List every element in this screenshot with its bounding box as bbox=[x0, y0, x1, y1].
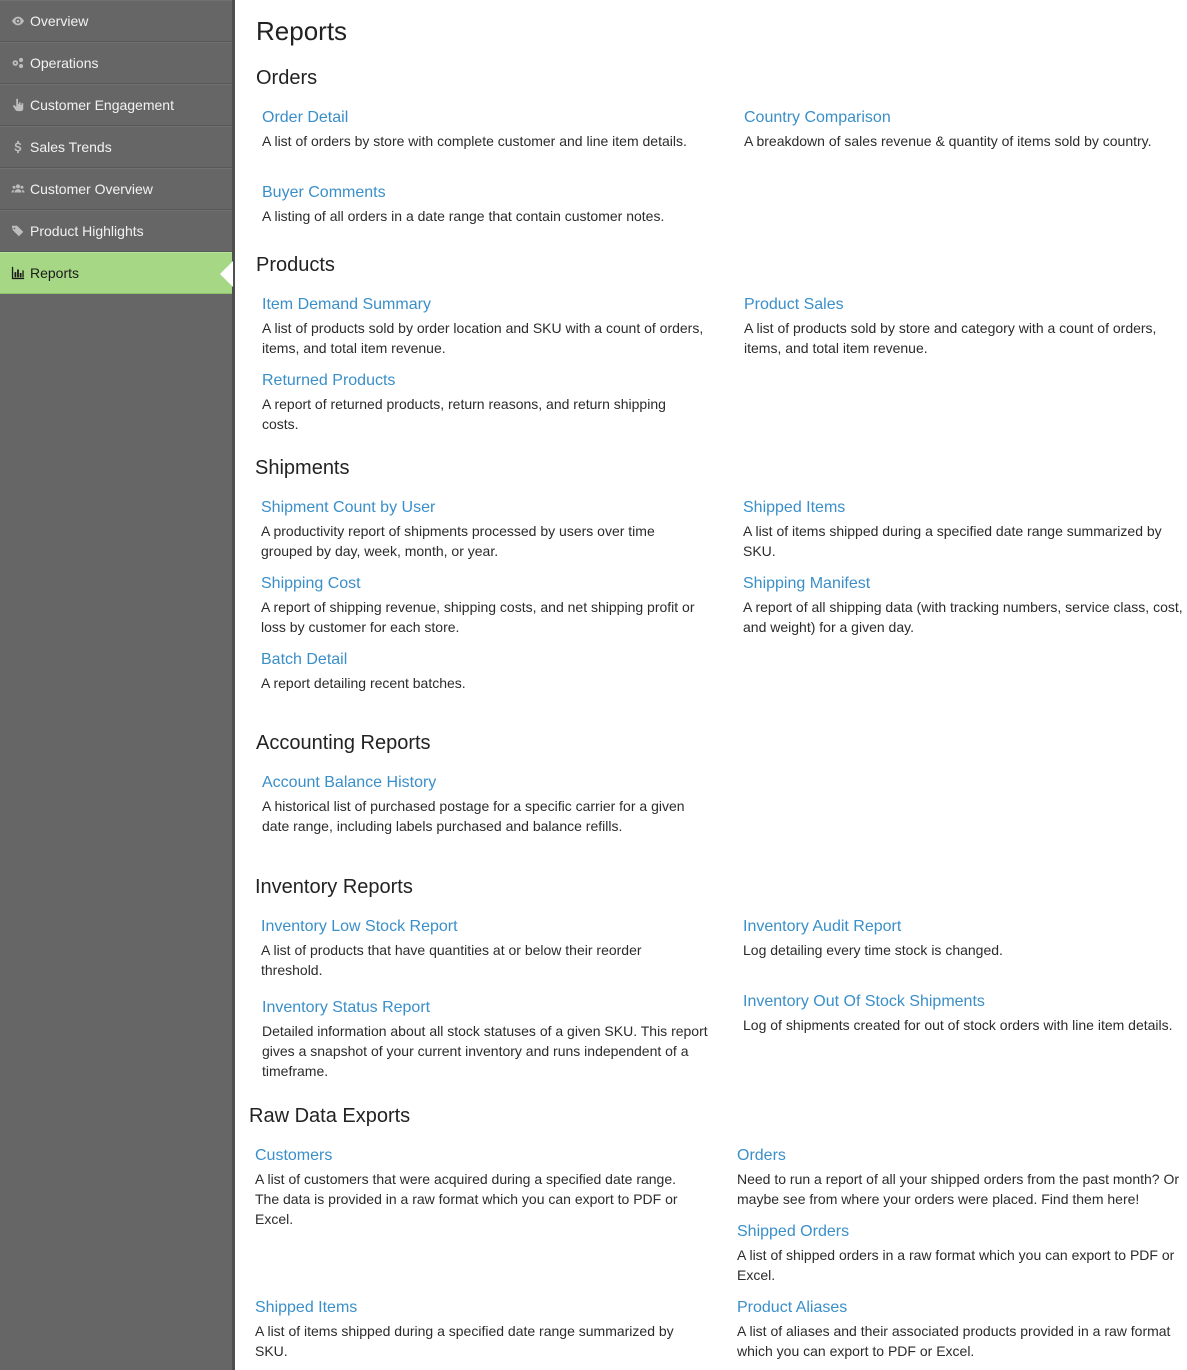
sidebar-item-label: Overview bbox=[30, 13, 89, 29]
report-description: A list of shipped orders in a raw format which you can export to PDF or Excel. bbox=[737, 1247, 1175, 1283]
sidebar bbox=[0, 0, 235, 1370]
pointer-hand-icon bbox=[10, 97, 26, 113]
report-description: A breakdown of sales revenue & quantity of items sold by country. bbox=[744, 133, 1152, 149]
report-description: A list of customers that were acquired during a specified date range. The data is provided in a raw format which you can export to PDF or Excel. bbox=[255, 1171, 678, 1227]
report-description: A report detailing recent batches. bbox=[261, 675, 466, 691]
report-returned-products bbox=[262, 372, 692, 434]
report-link[interactable]: Shipped Orders bbox=[737, 1223, 850, 1240]
report-description: A report of returned products, return reasons, and return shipping costs. bbox=[262, 396, 666, 432]
report-link[interactable]: Inventory Out Of Stock Shipments bbox=[743, 993, 985, 1010]
report-description: A report of shipping revenue, shipping costs, and net shipping profit or loss by customer for each store. bbox=[261, 599, 695, 635]
tags-icon bbox=[10, 223, 26, 239]
sidebar-item-overview[interactable] bbox=[0, 0, 232, 42]
report-description: Need to run a report of all your shipped orders from the past month? Or maybe see from where your orders were placed. Find them here! bbox=[737, 1171, 1180, 1207]
report-link[interactable]: Inventory Status Report bbox=[262, 999, 431, 1016]
report-description: A productivity report of shipments processed by users over time grouped by day, week, month, or year. bbox=[261, 523, 655, 559]
report-shipping-manifest bbox=[743, 575, 1187, 637]
dollar-icon bbox=[10, 139, 26, 155]
report-link[interactable]: Shipment Count by User bbox=[261, 499, 436, 516]
report-inventory-status bbox=[262, 999, 710, 1081]
sidebar-item-label: Product Highlights bbox=[30, 223, 144, 239]
report-link[interactable]: Orders bbox=[737, 1147, 786, 1164]
report-item-demand-summary bbox=[262, 296, 707, 358]
sidebar-item-label: Operations bbox=[30, 55, 99, 71]
report-link[interactable]: Account Balance History bbox=[262, 774, 437, 791]
section-title-products: Products bbox=[256, 254, 335, 276]
report-shipped-items bbox=[743, 499, 1183, 561]
reports-content bbox=[238, 0, 1187, 1370]
section-title-inventory: Inventory Reports bbox=[255, 876, 413, 898]
section-title-raw-data-exports: Raw Data Exports bbox=[249, 1105, 411, 1127]
section-title-shipments: Shipments bbox=[255, 457, 350, 479]
report-link[interactable]: Customers bbox=[255, 1147, 333, 1164]
report-link[interactable]: Shipped Items bbox=[743, 499, 846, 516]
sidebar-item-sales-trends[interactable] bbox=[0, 126, 232, 168]
report-link[interactable]: Buyer Comments bbox=[262, 184, 386, 201]
report-description: A list of items shipped during a specified date range summarized by SKU. bbox=[743, 523, 1162, 559]
report-link[interactable]: Shipping Cost bbox=[261, 575, 361, 592]
report-description: A historical list of purchased postage for a specific carrier for a given date range, including labels purchased and balance refills. bbox=[262, 798, 685, 834]
report-link[interactable]: Returned Products bbox=[262, 372, 396, 389]
report-link[interactable]: Inventory Low Stock Report bbox=[261, 918, 458, 935]
section-title-accounting: Accounting Reports bbox=[256, 732, 431, 754]
report-link[interactable]: Product Sales bbox=[744, 296, 844, 313]
eye-icon bbox=[10, 13, 26, 29]
report-description: Detailed information about all stock statuses of a given SKU. This report gives a snapshot of your current inventory and runs independent of a timeframe. bbox=[262, 1023, 708, 1079]
sidebar-item-label: Reports bbox=[30, 265, 80, 281]
report-description: A list of products sold by store and category with a count of orders, items, and total item revenue. bbox=[744, 320, 1157, 356]
report-description: A report of all shipping data (with tracking numbers, service class, cost, and weight) for a given day. bbox=[743, 599, 1183, 635]
report-raw-customers bbox=[255, 1147, 685, 1229]
report-batch-detail bbox=[261, 651, 706, 693]
report-description: Log of shipments created for out of stock orders with line item details. bbox=[743, 1017, 1173, 1033]
report-country-comparison bbox=[744, 109, 1187, 151]
report-inventory-audit bbox=[743, 918, 1187, 960]
report-description: A list of items shipped during a specified date range summarized by SKU. bbox=[255, 1323, 674, 1359]
report-link[interactable]: Shipping Manifest bbox=[743, 575, 871, 592]
sidebar-item-operations[interactable] bbox=[0, 42, 232, 84]
report-link[interactable]: Shipped Items bbox=[255, 1299, 358, 1316]
sidebar-item-customer-overview[interactable] bbox=[0, 168, 232, 210]
sidebar-item-label: Customer Overview bbox=[30, 181, 153, 197]
report-raw-orders bbox=[737, 1147, 1185, 1209]
sidebar-item-label: Customer Engagement bbox=[30, 97, 174, 113]
report-order-detail bbox=[262, 109, 707, 151]
report-inventory-low-stock bbox=[261, 918, 666, 980]
report-description: A list of products sold by order location and SKU with a count of orders, items, and total item revenue. bbox=[262, 320, 704, 356]
report-description: A list of products that have quantities at or below their reorder threshold. bbox=[261, 942, 642, 978]
report-product-sales bbox=[744, 296, 1187, 358]
report-buyer-comments bbox=[262, 184, 707, 226]
report-description: A list of aliases and their associated products provided in a raw format which you can export to PDF or Excel. bbox=[737, 1323, 1171, 1359]
report-inventory-out-of-stock-shipments bbox=[743, 993, 1187, 1035]
report-description: A list of orders by store with complete customer and line item details. bbox=[262, 133, 687, 149]
report-raw-shipped-orders bbox=[737, 1223, 1185, 1285]
sidebar-item-reports[interactable] bbox=[0, 252, 232, 294]
report-link[interactable]: Order Detail bbox=[262, 109, 349, 126]
sidebar-item-product-highlights[interactable] bbox=[0, 210, 232, 252]
report-raw-shipped-items bbox=[255, 1299, 685, 1361]
sidebar-item-customer-engagement[interactable] bbox=[0, 84, 232, 126]
report-description: Log detailing every time stock is changed. bbox=[743, 942, 1003, 958]
bar-chart-icon bbox=[10, 265, 26, 281]
users-icon bbox=[10, 181, 26, 197]
report-raw-product-aliases bbox=[737, 1299, 1185, 1361]
report-link[interactable]: Country Comparison bbox=[744, 109, 891, 126]
report-link[interactable]: Batch Detail bbox=[261, 651, 348, 668]
report-link[interactable]: Product Aliases bbox=[737, 1299, 848, 1316]
sidebar-item-label: Sales Trends bbox=[30, 139, 112, 155]
report-account-balance-history bbox=[262, 774, 702, 836]
section-title-orders: Orders bbox=[256, 67, 318, 89]
report-shipping-cost bbox=[261, 575, 706, 637]
page-title: Reports bbox=[256, 16, 348, 46]
gears-icon bbox=[10, 55, 26, 71]
report-shipment-count-by-user bbox=[261, 499, 686, 561]
report-link[interactable]: Item Demand Summary bbox=[262, 296, 431, 313]
report-link[interactable]: Inventory Audit Report bbox=[743, 918, 902, 935]
report-description: A listing of all orders in a date range that contain customer notes. bbox=[262, 208, 665, 224]
